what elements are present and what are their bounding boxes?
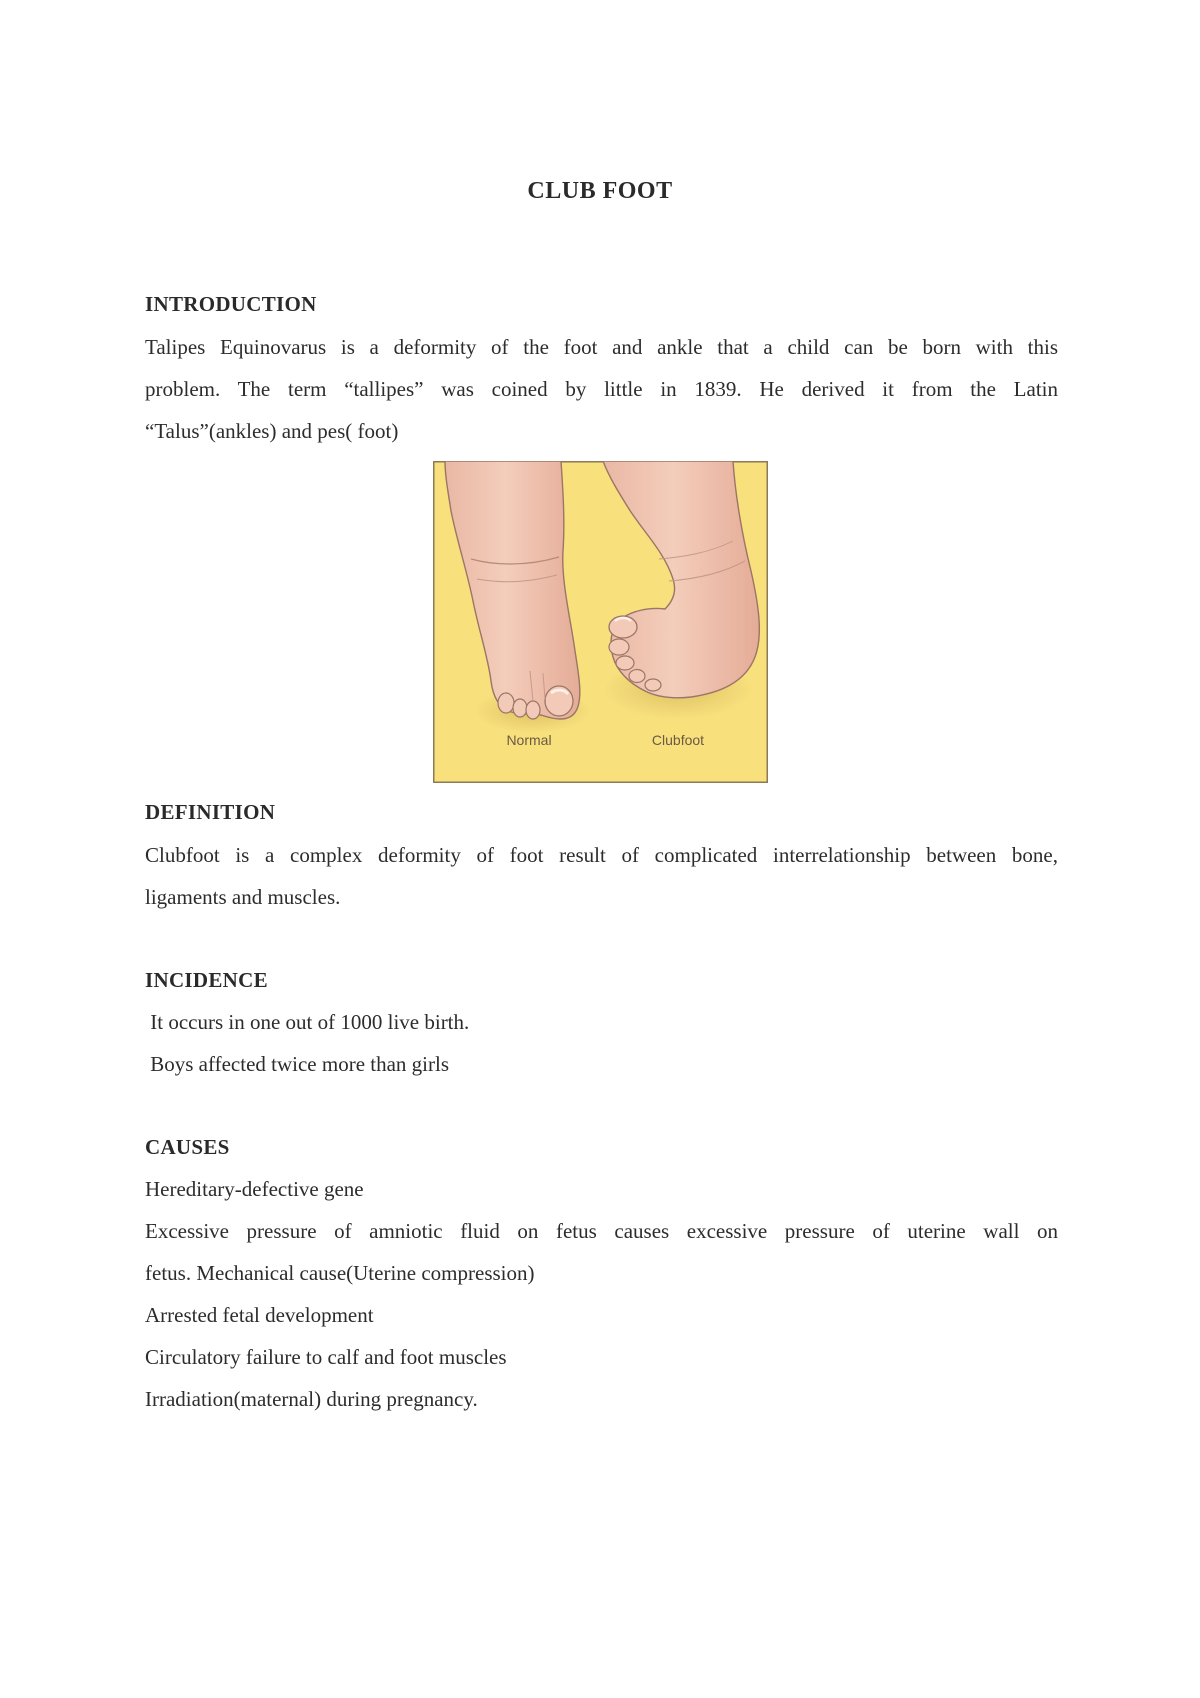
causes-line-4: Arrested fetal development xyxy=(145,1303,374,1327)
introduction-line-2: problem. The term “tallipes” was coined by little in 1839. He derived it from the Latin xyxy=(145,377,1058,401)
causes-heading: CAUSES xyxy=(145,1135,230,1159)
causes-line-6: Irradiation(maternal) during pregnancy. xyxy=(145,1387,478,1411)
causes-line-5: Circulatory failure to calf and foot muscles xyxy=(145,1345,507,1369)
page-title: CLUB FOOT xyxy=(527,178,673,204)
causes-line-2: Excessive pressure of amniotic fluid on fetus causes excessive pressure of uterine wall on xyxy=(145,1219,1058,1243)
introduction-line-1: Talipes Equinovarus is a deformity of the foot and ankle that a child can be born with this xyxy=(145,335,1058,359)
incidence-heading: INCIDENCE xyxy=(145,968,268,992)
label-clubfoot: Clubfoot xyxy=(651,732,705,748)
clubfoot-illustration xyxy=(433,461,768,783)
definition-line-2: ligaments and muscles. xyxy=(145,885,341,909)
definition-heading: DEFINITION xyxy=(145,800,276,824)
incidence-line-2: Boys affected twice more than girls xyxy=(145,1052,450,1076)
foot-comparison-figure xyxy=(433,461,768,783)
introduction-heading: INTRODUCTION xyxy=(145,292,317,316)
introduction-line-3: “Talus”(ankles) and pes( foot) xyxy=(145,419,399,443)
label-normal: Normal xyxy=(506,732,552,748)
incidence-line-1: It occurs in one out of 1000 live birth. xyxy=(145,1010,470,1034)
definition-line-1: Clubfoot is a complex deformity of foot result of complicated interrelationship between bone, xyxy=(145,843,1058,867)
causes-line-1: Hereditary-defective gene xyxy=(145,1177,364,1201)
causes-line-3: fetus. Mechanical cause(Uterine compression) xyxy=(145,1261,535,1285)
